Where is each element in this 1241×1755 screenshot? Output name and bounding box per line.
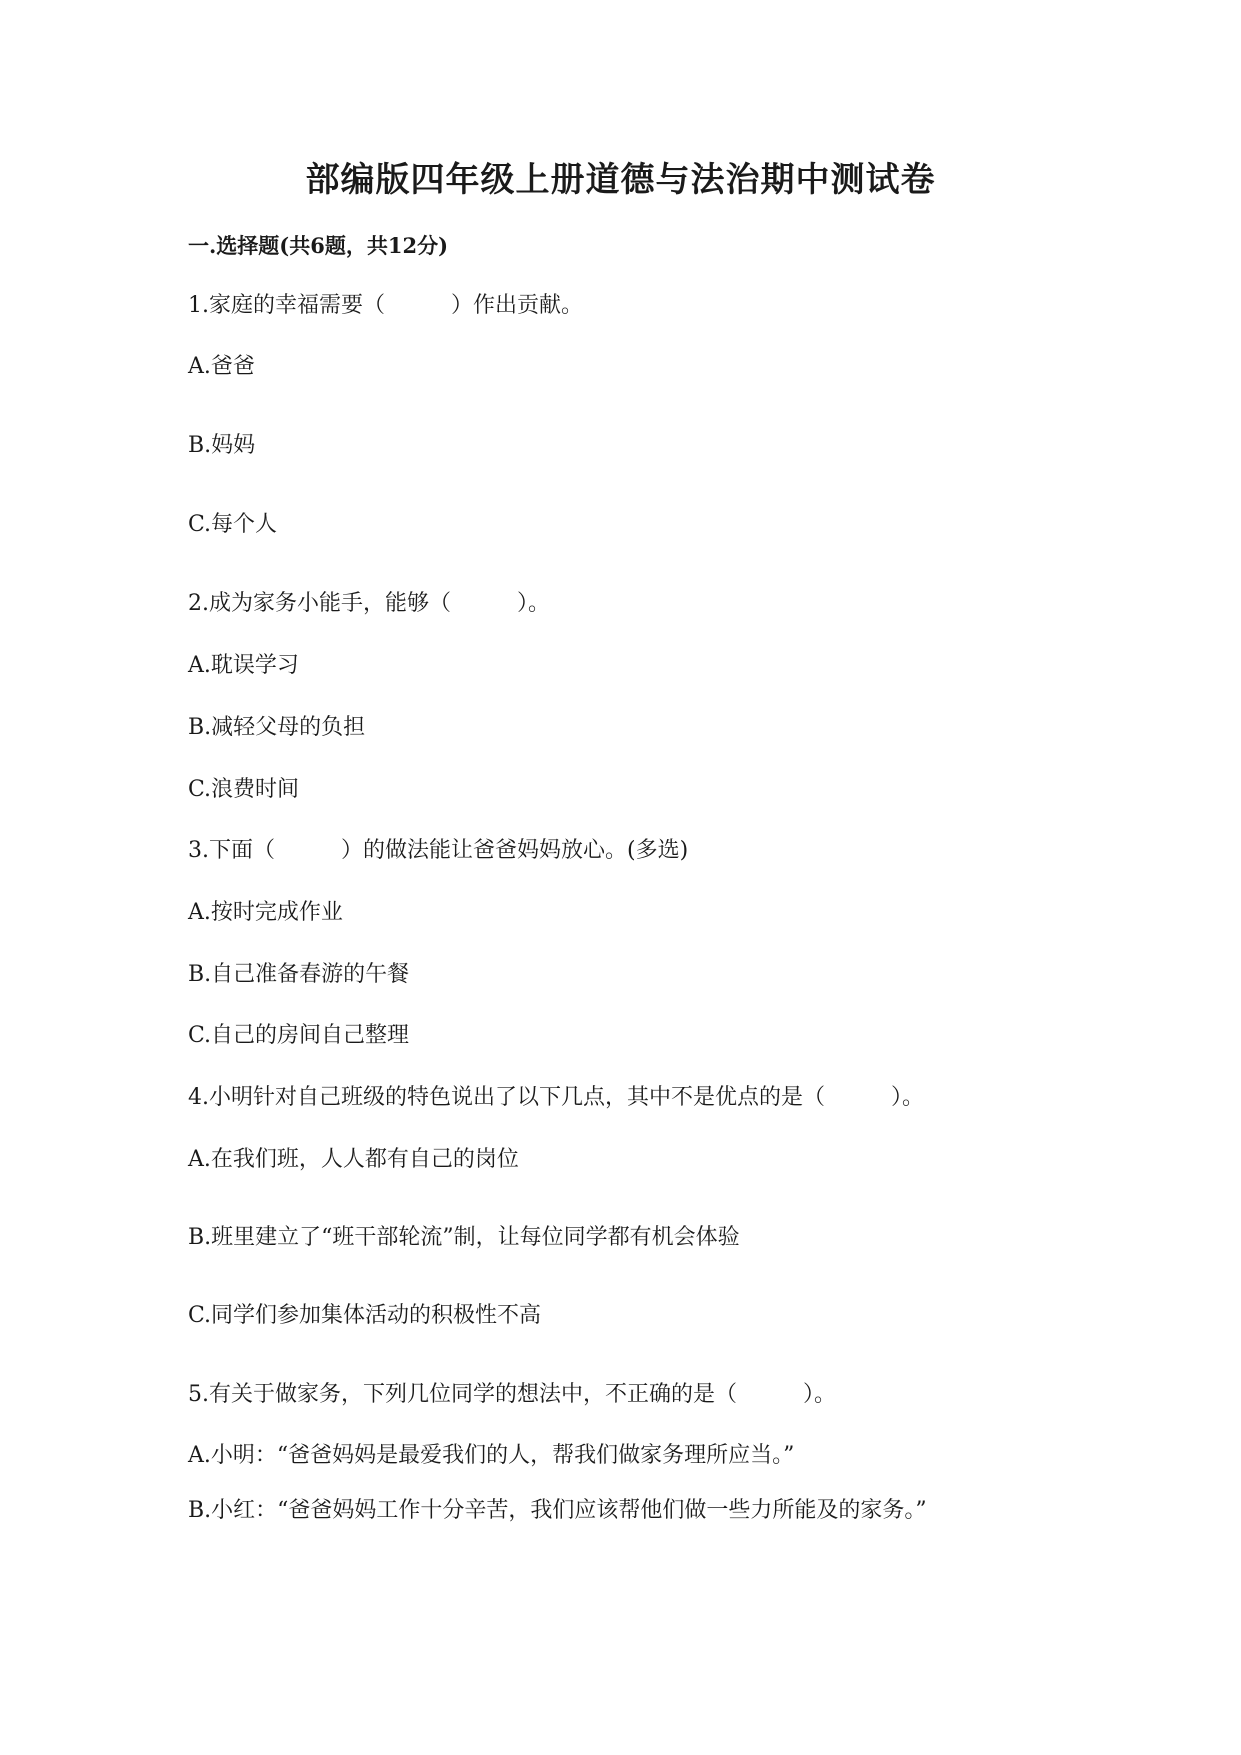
page-title: 部编版四年级上册道德与法治期中测试卷: [305, 160, 936, 200]
question-3-option-c: C.自己的房间自己整理: [188, 1023, 410, 1048]
question-2-option-b: B.减轻父母的负担: [188, 715, 366, 740]
question-3-stem: 3.下面（ ）的做法能让爸爸妈妈放心。(多选): [188, 838, 689, 863]
question-2-stem: 2.成为家务小能手，能够（ ）。: [188, 591, 550, 616]
question-1-stem: 1.家庭的幸福需要（ ）作出贡献。: [188, 293, 583, 318]
question-1-option-a: A.爸爸: [188, 354, 255, 379]
question-5-option-b: B.小红：“爸爸妈妈工作十分辛苦，我们应该帮他们做一些力所能及的家务。”: [188, 1498, 927, 1523]
question-4-stem: 4.小明针对自己班级的特色说出了以下几点，其中不是优点的是（ ）。: [188, 1085, 924, 1110]
question-1-option-b: B.妈妈: [188, 433, 256, 458]
question-4-option-b: B.班里建立了“班干部轮流”制，让每位同学都有机会体验: [188, 1225, 740, 1250]
question-5-option-a: A.小明：“爸爸妈妈是最爱我们的人，帮我们做家务理所应当。”: [188, 1443, 795, 1468]
question-3-option-b: B.自己准备春游的午餐: [188, 962, 410, 987]
section-heading: 一.选择题(共6题，共12分): [188, 233, 449, 258]
question-3-option-a: A.按时完成作业: [188, 900, 343, 925]
question-2-option-c: C.浪费时间: [188, 777, 300, 802]
question-5-stem: 5.有关于做家务，下列几位同学的想法中，不正确的是（ ）。: [188, 1382, 836, 1407]
question-1-option-c: C.每个人: [188, 512, 278, 537]
question-4-option-c: C.同学们参加集体活动的积极性不高: [188, 1303, 542, 1328]
question-2-option-a: A.耽误学习: [188, 653, 299, 678]
question-4-option-a: A.在我们班，人人都有自己的岗位: [188, 1147, 519, 1172]
